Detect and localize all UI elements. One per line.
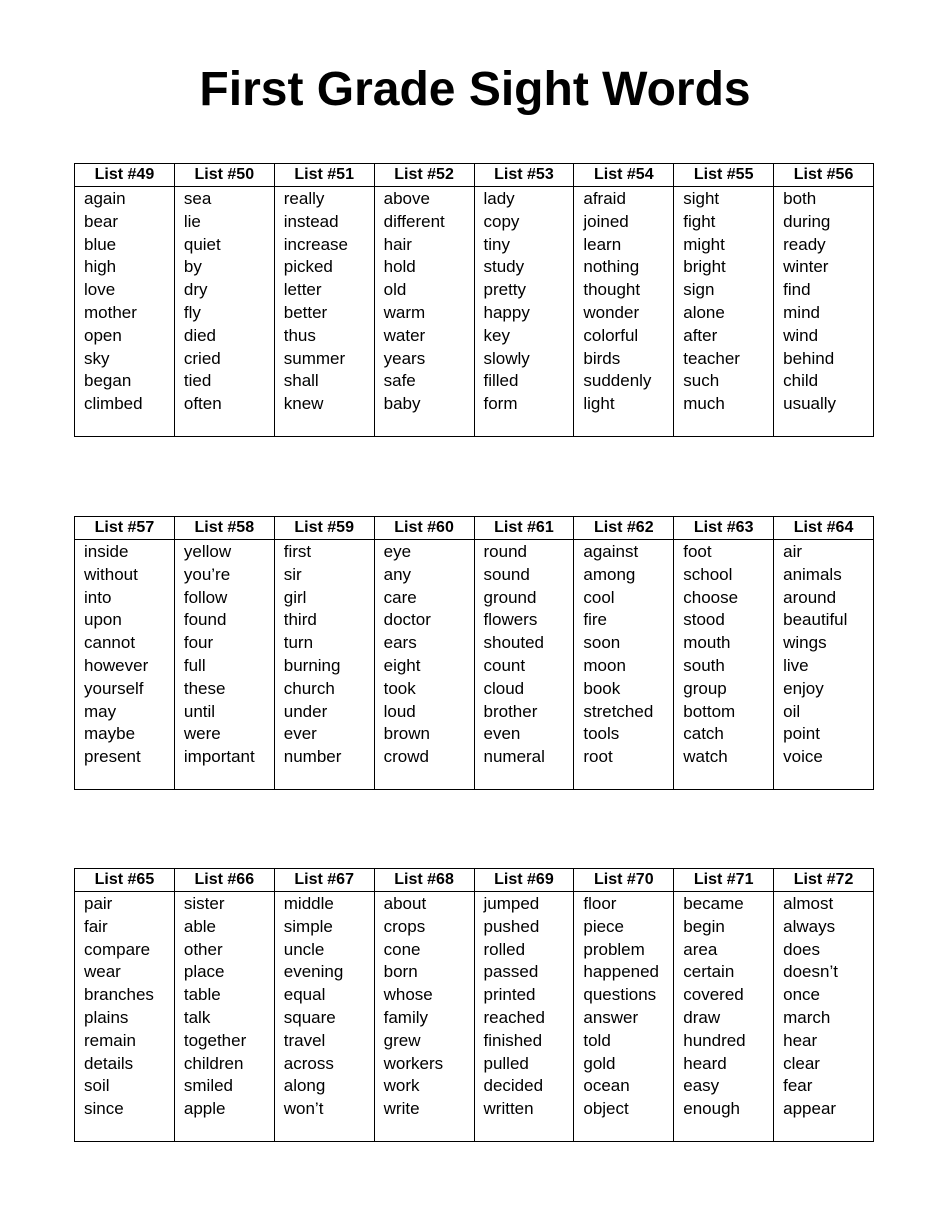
list-header: List #70	[574, 869, 674, 892]
sight-word: round	[483, 542, 527, 561]
sight-word: picked	[283, 257, 333, 277]
sight-word: mind	[783, 302, 820, 322]
sight-word: winter	[783, 257, 829, 277]
sight-word: lie	[183, 211, 201, 231]
sight-word: brown	[383, 724, 430, 744]
sight-word: into	[84, 587, 112, 607]
sight-word: voice	[783, 747, 823, 767]
sight-word: simple	[283, 916, 333, 936]
page-title: First Grade Sight Words	[199, 63, 751, 116]
sight-word: apple	[183, 1099, 226, 1119]
sight-word: enough	[683, 1099, 740, 1119]
sight-word: find	[783, 280, 811, 300]
word-list-column	[474, 540, 574, 790]
sight-word: among	[583, 564, 636, 584]
sight-word: crops	[383, 916, 426, 936]
sight-word: soil	[84, 1076, 110, 1096]
sight-word: pair	[84, 894, 113, 913]
sight-word: pushed	[483, 916, 540, 936]
word-list-column	[574, 540, 674, 790]
list-header: List #65	[75, 869, 175, 892]
word-list-column	[574, 187, 674, 437]
sight-word-table	[74, 868, 874, 1142]
sight-word: turn	[283, 633, 314, 653]
sight-word: afraid	[583, 189, 626, 208]
sight-word: alone	[683, 302, 725, 322]
sight-word: nothing	[583, 257, 640, 277]
sight-word: by	[183, 257, 202, 277]
sight-word: choose	[683, 587, 739, 607]
sight-word: jumped	[483, 894, 540, 913]
sight-word: dry	[183, 280, 208, 300]
sight-word: these	[183, 678, 226, 698]
sight-word: covered	[683, 985, 744, 1005]
sight-word: ever	[283, 724, 317, 744]
sight-word: tiny	[483, 234, 510, 254]
sight-word: happened	[583, 962, 660, 982]
sight-word: bear	[84, 211, 119, 231]
sight-word: compare	[84, 939, 151, 959]
sight-word: born	[383, 962, 418, 982]
sight-word: uncle	[283, 939, 325, 959]
sight-word: march	[783, 1007, 831, 1027]
sight-word: follow	[183, 587, 228, 607]
sight-word: piece	[583, 916, 625, 936]
sight-word: open	[84, 325, 122, 345]
sight-word: after	[683, 325, 718, 345]
sight-word: number	[283, 747, 342, 767]
sight-word: family	[383, 1007, 429, 1027]
list-header: List #67	[274, 869, 374, 892]
sight-word: often	[183, 394, 222, 414]
sight-word: thought	[583, 280, 641, 300]
sight-word: problem	[583, 939, 645, 959]
sight-word: usually	[783, 394, 837, 414]
sight-word: able	[183, 916, 217, 936]
sight-word: loud	[383, 701, 416, 721]
sight-word: took	[383, 678, 416, 698]
sight-word: talk	[183, 1007, 211, 1027]
sight-word: baby	[383, 394, 421, 414]
sight-word: along	[283, 1076, 326, 1096]
sight-word: were	[183, 724, 221, 744]
sight-word: animals	[783, 564, 842, 584]
sight-word: floor	[583, 894, 617, 913]
table-body-row	[75, 540, 874, 790]
sight-word: eye	[383, 542, 412, 561]
word-list-column	[174, 187, 274, 437]
sight-word: full	[183, 655, 206, 675]
list-header: List #68	[374, 869, 474, 892]
sight-word: you’re	[183, 564, 231, 584]
sight-word: won’t	[283, 1099, 324, 1119]
sight-word: smiled	[183, 1076, 233, 1096]
sight-word: bottom	[683, 701, 736, 721]
sight-word: died	[183, 325, 217, 345]
sight-word: fear	[783, 1076, 813, 1096]
list-header: List #62	[574, 517, 674, 540]
sight-word: study	[483, 257, 525, 277]
sight-word: tied	[183, 371, 212, 391]
list-header: List #57	[75, 517, 175, 540]
sight-word: years	[383, 348, 426, 368]
list-header: List #52	[374, 164, 474, 187]
sight-word: gold	[583, 1053, 616, 1073]
sight-word: became	[683, 894, 744, 913]
sight-word: evening	[283, 962, 344, 982]
sight-word: inside	[84, 542, 129, 561]
sight-word: wonder	[583, 302, 640, 322]
sight-word: object	[583, 1099, 629, 1119]
sight-word: first	[283, 542, 312, 561]
word-list-column	[174, 540, 274, 790]
sight-word: love	[84, 280, 116, 300]
sight-word: suddenly	[583, 371, 652, 391]
sight-word: other	[183, 939, 223, 959]
sight-word: mouth	[683, 633, 731, 653]
sight-word-table	[74, 516, 874, 790]
sight-word: soon	[583, 633, 621, 653]
sight-word: numeral	[483, 747, 545, 767]
sight-word: fair	[84, 916, 108, 936]
sight-word: hear	[783, 1030, 818, 1050]
sight-word: wind	[783, 325, 819, 345]
sight-word: learn	[583, 234, 622, 254]
sight-word: different	[383, 211, 445, 231]
sight-word: mother	[84, 302, 137, 322]
sight-word: write	[383, 1099, 420, 1119]
sight-word: told	[583, 1030, 611, 1050]
sight-word: travel	[283, 1030, 326, 1050]
sight-word: wear	[84, 962, 121, 982]
sight-word: light	[583, 394, 615, 414]
table-body-row	[75, 892, 874, 1142]
sight-word: filled	[483, 371, 519, 391]
word-list-column	[374, 540, 474, 790]
sight-word: written	[483, 1099, 534, 1119]
sight-word: certain	[683, 962, 735, 982]
sight-word: doctor	[383, 610, 431, 630]
sight-word: always	[783, 916, 836, 936]
sight-word: even	[483, 724, 521, 744]
list-header: List #49	[75, 164, 175, 187]
sight-word: around	[783, 587, 837, 607]
sight-word: slowly	[483, 348, 530, 368]
sight-word: group	[683, 678, 727, 698]
sight-word: passed	[483, 962, 539, 982]
sight-word: draw	[683, 1007, 721, 1027]
sight-word: point	[783, 724, 820, 744]
sight-word: knew	[283, 394, 324, 414]
sight-word: work	[383, 1076, 420, 1096]
sight-word: remain	[84, 1030, 136, 1050]
sight-word: place	[183, 962, 225, 982]
sight-word: much	[683, 394, 725, 414]
sight-word: church	[283, 678, 335, 698]
sight-word: against	[583, 542, 639, 561]
sight-word: about	[383, 894, 427, 913]
sight-word: sea	[183, 189, 212, 208]
word-list-column	[274, 892, 374, 1142]
sight-word: sound	[483, 564, 530, 584]
sight-word: thus	[283, 325, 316, 345]
sight-word: letter	[283, 280, 322, 300]
table-header-row	[75, 517, 874, 540]
sight-word: area	[683, 939, 718, 959]
list-header: List #54	[574, 164, 674, 187]
sight-word: might	[683, 234, 725, 254]
sight-word: once	[783, 985, 820, 1005]
sight-word: until	[183, 701, 216, 721]
sight-word: began	[84, 371, 132, 391]
sight-word: air	[783, 542, 803, 561]
sight-word: warm	[383, 302, 426, 322]
word-list-column	[75, 187, 175, 437]
sight-word: bright	[683, 257, 726, 277]
sight-word: tools	[583, 724, 620, 744]
sight-word: cloud	[483, 678, 525, 698]
sight-word: workers	[383, 1053, 444, 1073]
sight-word: easy	[683, 1076, 720, 1096]
sight-word: sister	[183, 894, 225, 913]
word-list-column	[674, 187, 774, 437]
sight-word: beautiful	[783, 610, 848, 630]
sight-word: wings	[783, 633, 827, 653]
sight-word: brother	[483, 701, 538, 721]
sight-word: again	[84, 189, 126, 208]
sight-word: colorful	[583, 325, 639, 345]
word-list-column	[574, 892, 674, 1142]
sight-word: important	[183, 747, 255, 767]
sight-word: increase	[283, 234, 349, 254]
sight-word: table	[183, 985, 221, 1005]
sight-word: copy	[483, 211, 520, 231]
sight-word: above	[383, 189, 430, 208]
sight-word: printed	[483, 985, 536, 1005]
sight-word: sign	[683, 280, 715, 300]
sight-word: blue	[84, 234, 117, 254]
sight-word: really	[283, 189, 325, 208]
sight-word: south	[683, 655, 725, 675]
sight-word: ready	[783, 234, 826, 254]
sight-word: water	[383, 325, 426, 345]
sight-word: climbed	[84, 394, 143, 414]
sight-word: moon	[583, 655, 626, 675]
list-header: List #64	[774, 517, 874, 540]
sight-word: instead	[283, 211, 339, 231]
sight-word: does	[783, 939, 820, 959]
sight-word: enjoy	[783, 678, 824, 698]
list-header: List #63	[674, 517, 774, 540]
word-list-column	[474, 892, 574, 1142]
list-header: List #69	[474, 869, 574, 892]
sight-word: joined	[583, 211, 629, 231]
sight-word: since	[84, 1099, 124, 1119]
table-header-row	[75, 869, 874, 892]
sight-word: burning	[283, 655, 341, 675]
sight-word: sir	[283, 564, 302, 584]
sight-word: across	[283, 1053, 334, 1073]
sight-word: sight	[683, 189, 720, 208]
sight-word: live	[783, 655, 809, 675]
sight-word: cool	[583, 587, 615, 607]
list-header: List #61	[474, 517, 574, 540]
sight-word: old	[383, 280, 407, 300]
sight-word: pretty	[483, 280, 527, 300]
sight-word: lady	[483, 189, 515, 208]
sight-word: book	[583, 678, 621, 698]
sight-word: together	[183, 1030, 247, 1050]
sight-word: clear	[783, 1053, 820, 1073]
sight-word: yellow	[183, 542, 232, 561]
sight-word: care	[383, 587, 417, 607]
sight-word-table	[74, 163, 874, 437]
sight-word: finished	[483, 1030, 543, 1050]
list-header: List #55	[674, 164, 774, 187]
sight-word: sky	[84, 348, 110, 368]
sight-word: almost	[783, 894, 834, 913]
sight-word: rolled	[483, 939, 526, 959]
sight-word: fire	[583, 610, 607, 630]
sight-word: branches	[84, 985, 154, 1005]
sight-word: shall	[283, 371, 319, 391]
list-header: List #66	[174, 869, 274, 892]
sight-word: watch	[683, 747, 728, 767]
word-list-column	[174, 892, 274, 1142]
sight-word: during	[783, 211, 831, 231]
sight-word: pulled	[483, 1053, 529, 1073]
sight-word: decided	[483, 1076, 544, 1096]
sight-word: ground	[483, 587, 537, 607]
sight-word: answer	[583, 1007, 639, 1027]
sight-word: quiet	[183, 234, 221, 254]
sight-word: plains	[84, 1007, 129, 1027]
sight-word: present	[84, 747, 141, 767]
list-header: List #51	[274, 164, 374, 187]
word-list-column	[75, 892, 175, 1142]
word-list-column	[674, 540, 774, 790]
sight-word: cried	[183, 348, 221, 368]
sight-word: four	[183, 633, 214, 653]
sight-word: middle	[283, 894, 334, 913]
sight-word: eight	[383, 655, 421, 675]
list-header: List #71	[674, 869, 774, 892]
sight-word: count	[483, 655, 526, 675]
sight-word: doesn’t	[783, 962, 838, 982]
sight-word: hold	[383, 257, 416, 277]
list-header: List #50	[174, 164, 274, 187]
sight-word: flowers	[483, 610, 538, 630]
sight-word: square	[283, 1007, 336, 1027]
sight-word: form	[483, 394, 518, 414]
list-header: List #60	[374, 517, 474, 540]
list-header: List #56	[774, 164, 874, 187]
word-list-column	[674, 892, 774, 1142]
sight-word: stood	[683, 610, 725, 630]
sight-word: without	[84, 564, 138, 584]
sight-word: reached	[483, 1007, 545, 1027]
sight-word: summer	[283, 348, 346, 368]
sight-word: upon	[84, 610, 122, 630]
table-header-row	[75, 164, 874, 187]
sight-word: root	[583, 747, 613, 767]
sight-word: foot	[683, 542, 712, 561]
sight-word: fly	[183, 302, 201, 322]
sight-word: details	[84, 1053, 134, 1073]
word-list-column	[474, 187, 574, 437]
sight-word: children	[183, 1053, 244, 1073]
sight-word: high	[84, 257, 117, 277]
sight-word: happy	[483, 302, 530, 322]
sight-word: whose	[383, 985, 433, 1005]
sight-word: oil	[783, 701, 801, 721]
word-list-column	[774, 187, 874, 437]
sight-word: safe	[383, 371, 416, 391]
sight-word: found	[183, 610, 227, 630]
sight-word: stretched	[583, 701, 654, 721]
sight-word: hair	[383, 234, 412, 254]
sight-word: begin	[683, 916, 725, 936]
list-header: List #58	[174, 517, 274, 540]
sight-word: shouted	[483, 633, 544, 653]
sight-word: under	[283, 701, 328, 721]
sight-word: teacher	[683, 348, 740, 368]
list-header: List #72	[774, 869, 874, 892]
list-header: List #59	[274, 517, 374, 540]
sight-word: cone	[383, 939, 421, 959]
sight-word: crowd	[383, 747, 429, 767]
sight-word: third	[283, 610, 317, 630]
sight-word: key	[483, 325, 510, 345]
sight-word: better	[283, 302, 328, 322]
sight-word: ears	[383, 633, 417, 653]
sight-word: both	[783, 189, 817, 208]
sight-word: heard	[683, 1053, 727, 1073]
sight-word: behind	[783, 348, 835, 368]
sight-word: ocean	[583, 1076, 630, 1096]
list-header: List #53	[474, 164, 574, 187]
word-list-column	[274, 540, 374, 790]
sight-word: any	[383, 564, 412, 584]
sight-word: child	[783, 371, 819, 391]
sight-word: catch	[683, 724, 724, 744]
word-list-column	[374, 892, 474, 1142]
table-body-row	[75, 187, 874, 437]
sight-word: hundred	[683, 1030, 746, 1050]
sight-word: equal	[283, 985, 326, 1005]
sight-word: school	[683, 564, 733, 584]
sight-word: questions	[583, 985, 657, 1005]
sight-word: appear	[783, 1099, 837, 1119]
word-list-column	[774, 892, 874, 1142]
sight-word: cannot	[84, 633, 136, 653]
sight-word: grew	[383, 1030, 421, 1050]
sight-word: however	[84, 655, 149, 675]
sight-word: maybe	[84, 724, 136, 744]
word-list-column	[75, 540, 175, 790]
word-list-column	[274, 187, 374, 437]
word-list-column	[374, 187, 474, 437]
sight-word: girl	[283, 587, 307, 607]
sight-word: may	[84, 701, 117, 721]
word-list-column	[774, 540, 874, 790]
sight-word: fight	[683, 211, 716, 231]
sight-word: birds	[583, 348, 621, 368]
sight-word: such	[683, 371, 720, 391]
sight-word: yourself	[84, 678, 144, 698]
